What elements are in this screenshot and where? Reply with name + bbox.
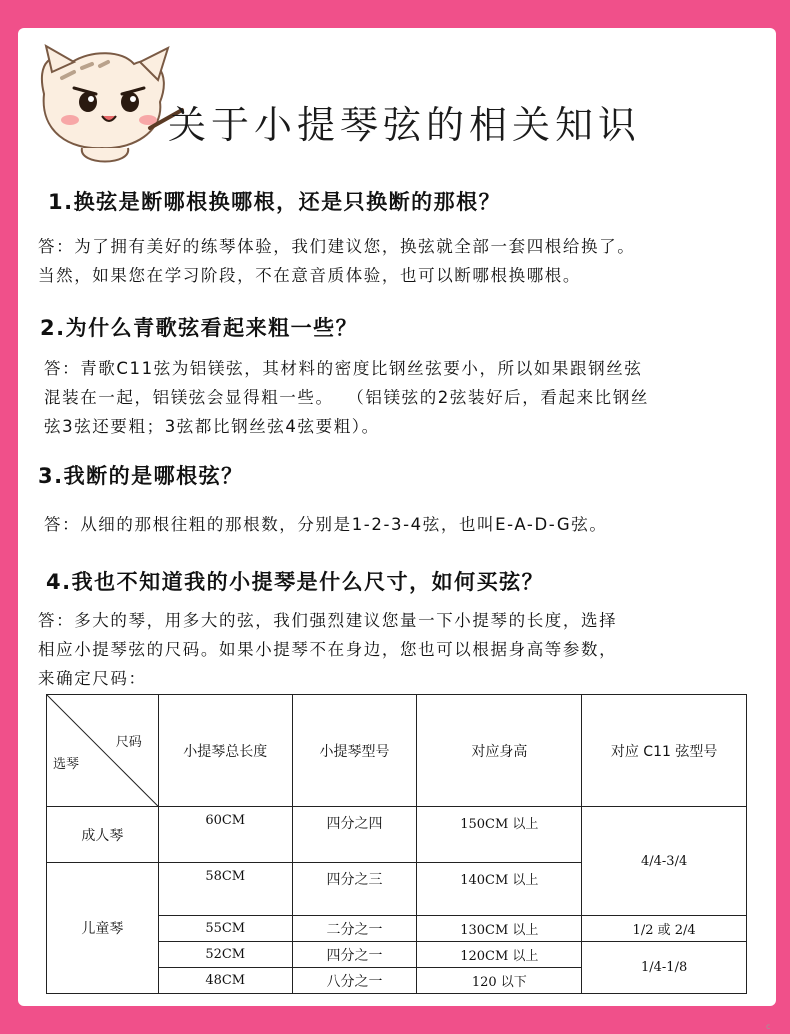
question-3: 3.我断的是哪根弦？ [38,464,244,488]
corner-bottom-label: 选琴 [53,757,80,772]
length-cell: 60CM [158,807,292,863]
answer-line: 弦3弦还要粗；3弦都比钢丝弦4弦要粗）。 [44,417,380,436]
answer-2 [44,354,649,441]
answer-line: 答：多大的琴，用多大的弦，我们强烈建议您量一下小提琴的长度，选择 [38,611,618,630]
header-length: 小提琴总长度 [158,695,292,807]
model-cell: 四分之四 [292,807,417,863]
answer-line: 来确定尺码： [38,669,147,688]
question-1: 1.换弦是断哪根换哪根，还是只换断的那根？ [48,190,502,214]
height-cell: 130CM 以上 [417,916,582,942]
answer-line: 当然，如果您在学习阶段，不在意音质体验，也可以断哪根换哪根。 [38,266,581,285]
height-cell: 150CM 以上 [417,807,582,863]
model-cell: 八分之一 [292,968,417,994]
question-4: 4.我也不知道我的小提琴是什么尺寸，如何买弦？ [46,570,545,594]
table-header-row [47,695,747,807]
answer-3 [44,510,608,539]
answer-4 [38,606,617,693]
corner-cell [47,695,159,807]
height-cell: 120 以下 [417,968,582,994]
model-cell: 四分之一 [292,942,417,968]
header-model: 小提琴型号 [292,695,417,807]
adult-label: 成人琴 [47,807,159,863]
string-cell: 1/2 或 2/4 [582,916,747,942]
length-cell: 48CM [158,968,292,994]
table-row [47,807,747,863]
string-cell: 1/4-1/8 [582,942,747,994]
answer-line: 混装在一起，铝镁弦会显得粗一些。 （铝镁弦的2弦装好后，看起来比钢丝 [44,388,649,407]
page-title: 关于小提琴弦的相关知识 [168,103,642,147]
header-height: 对应身高 [417,695,582,807]
answer-1 [38,232,635,290]
height-cell: 120CM 以上 [417,942,582,968]
content-panel [18,28,776,1031]
header-string: 对应 C11 弦型号 [582,695,747,807]
answer-line: 相应小提琴弦的尺码。如果小提琴不在身边，您也可以根据身高等参数， [38,640,618,659]
length-cell: 52CM [158,942,292,968]
string-cell: 4/4-3/4 [582,807,747,916]
diagonal-line [47,695,158,806]
model-cell: 四分之三 [292,863,417,916]
corner-mark: c [766,1022,771,1031]
answer-line: 答：为了拥有美好的练琴体验，我们建议您，换弦就全部一套四根给换了。 [38,237,636,256]
model-cell: 二分之一 [292,916,417,942]
height-cell: 140CM 以上 [417,863,582,916]
corner-top-label: 尺码 [115,735,142,750]
cat-mascot-icon [22,32,188,172]
child-label: 儿童琴 [47,863,159,994]
size-table [46,694,747,994]
answer-line: 答：青歌C11弦为铝镁弦，其材料的密度比钢丝弦要小，所以如果跟钢丝弦 [44,359,643,378]
length-cell: 55CM [158,916,292,942]
answer-line: 答：从细的那根往粗的那根数，分别是1-2-3-4弦，也叫E-A-D-G弦。 [44,515,608,534]
question-2: 2.为什么青歌弦看起来粗一些？ [40,316,359,340]
length-cell: 58CM [158,863,292,916]
